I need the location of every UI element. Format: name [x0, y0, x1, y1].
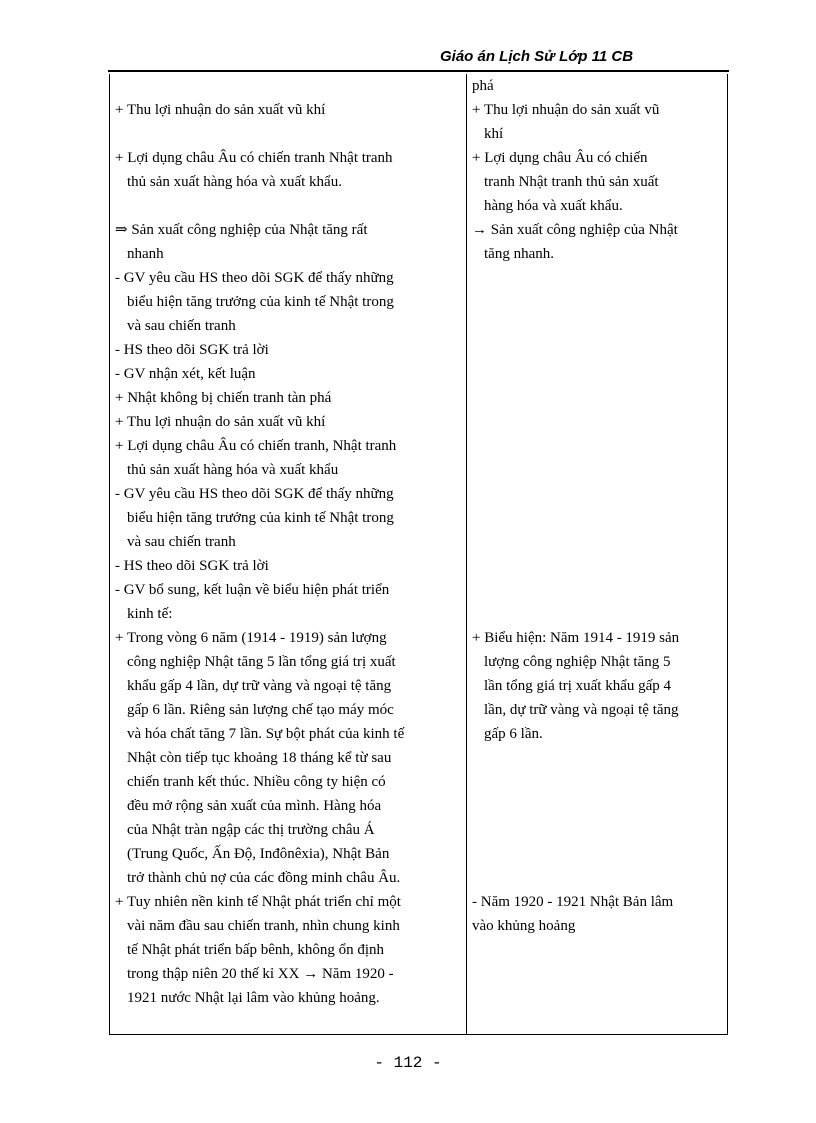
list-item: + Thu lợi nhuận do sản xuất vũ khí: [472, 102, 660, 142]
list-item: + Lợi dụng châu Âu có chiến tranh Nhật tranh thủ sản xuất hàng hóa và xuất khẩu.: [472, 150, 659, 214]
page-number: - 112 -: [374, 1054, 442, 1072]
list-item: - GV nhận xét, kết luận: [115, 366, 256, 382]
list-item: - HS theo dõi SGK trả lời: [115, 342, 269, 358]
lesson-table: [109, 74, 728, 1035]
list-item: + Thu lợi nhuận do sản xuất vũ khí: [115, 414, 326, 430]
teacher-student-activities-column: [115, 74, 461, 1010]
list-item: - GV yêu cầu HS theo dõi SGK để thấy những biểu hiện tăng trưởng của kinh tế Nhật trong và sau chiến tranh: [115, 270, 394, 334]
list-item: + Lợi dụng châu Âu có chiến tranh, Nhật tranh thủ sản xuất hàng hóa và xuất khẩu: [115, 438, 397, 478]
list-item: + Thu lợi nhuận do sản xuất vũ khí: [115, 102, 326, 118]
list-item: + Tuy nhiên nền kinh tế Nhật phát triển chỉ một vài năm đầu sau chiến tranh, nhìn chung kinh tế Nhật phát triển bấp bênh, không ổn định trong thập niên 20 thế kỉ XX → Năm 1920 - 1921 nước Nhật lại lâm vào khủng hoảng.: [115, 894, 401, 1006]
list-item: - Năm 1920 - 1921 Nhật Bản lâm vào khủng hoảng: [472, 894, 674, 934]
list-item: - GV bổ sung, kết luận về biểu hiện phát triển kinh tế:: [115, 582, 390, 622]
list-item: ⇒ Sản xuất công nghiệp của Nhật tăng rất nhanh: [115, 222, 368, 262]
page-header-title: Giáo án Lịch Sử Lớp 11 CB: [440, 48, 634, 65]
list-item: + Biểu hiện: Năm 1914 - 1919 sản lượng công nghiệp Nhật tăng 5 lần tổng giá trị xuất khẩu gấp 4 lần, dự trữ vàng và ngoại tệ tăng gấp 6 lần.: [472, 630, 680, 742]
list-item: + Trong vòng 6 năm (1914 - 1919) sản lượng công nghiệp Nhật tăng 5 lần tổng giá trị xuất khẩu gấp 4 lần, dự trữ vàng và ngoại tệ tăng gấp 6 lần. Riêng sản lượng chế tạo máy móc và hóa chất tăng 7 lần. Sự bột phát của kinh tế Nhật còn tiếp tục khoảng 18 tháng kể từ sau chiến tranh kết thúc. Nhiều công ty hiện có đều mở rộng sản xuất của mình. Hàng hóa của Nhật tràn ngập các thị trường châu Á (Trung Quốc, Ấn Độ, Inđônêxia), Nhật Bản trở thành chủ nợ của các đồng minh châu Âu.: [115, 630, 405, 886]
list-item: - HS theo dõi SGK trả lời: [115, 558, 269, 574]
knowledge-content-column: [472, 74, 722, 938]
list-item: → Sản xuất công nghiệp của Nhật tăng nhanh.: [472, 222, 678, 262]
list-item: phá: [472, 78, 494, 94]
list-item: - GV yêu cầu HS theo dõi SGK để thấy những biểu hiện tăng trưởng của kinh tế Nhật trong và sau chiến tranh: [115, 486, 394, 550]
list-item: + Lợi dụng châu Âu có chiến tranh Nhật tranh thủ sản xuất hàng hóa và xuất khẩu.: [115, 150, 393, 190]
list-item: + Nhật không bị chiến tranh tàn phá: [115, 390, 332, 406]
header-rule: [108, 70, 729, 72]
